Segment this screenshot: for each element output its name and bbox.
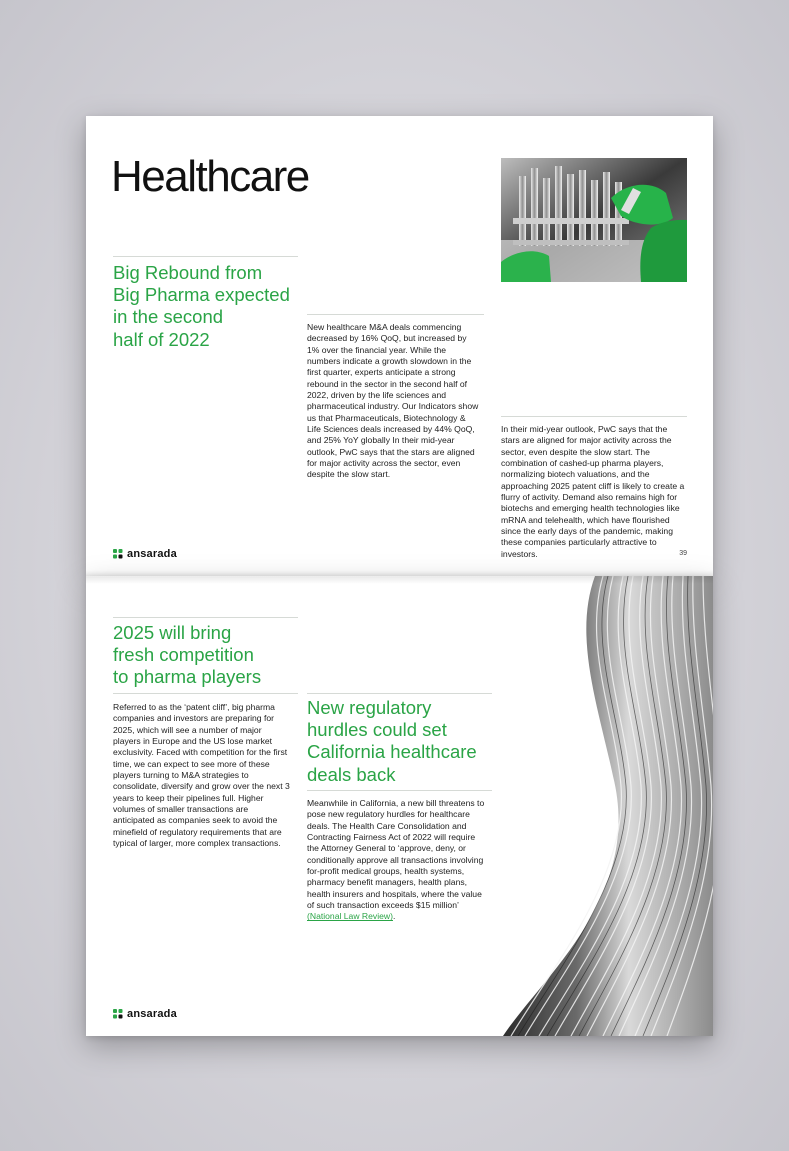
section-title: Healthcare xyxy=(111,152,309,201)
headline-2025-competition xyxy=(113,622,261,689)
building-facade-illustration xyxy=(503,576,713,1036)
ansarada-logo xyxy=(113,548,177,560)
body-column-middle xyxy=(307,798,485,923)
column-rule xyxy=(113,693,298,694)
logo-mark-icon xyxy=(113,549,123,559)
column-rule xyxy=(501,416,687,417)
logo-text: ansarada xyxy=(127,1008,177,1020)
building-photo xyxy=(503,576,713,1036)
logo-text: ansarada xyxy=(127,548,177,560)
national-law-review-link[interactable]: (National Law Review) xyxy=(307,911,393,922)
headline-big-rebound xyxy=(113,262,290,351)
headline-rule xyxy=(113,617,298,618)
headline-line: fresh competition xyxy=(113,644,254,666)
column-rule xyxy=(307,314,484,315)
lab-photo-illustration xyxy=(501,158,687,282)
lab-photo xyxy=(501,158,687,282)
page-fold-shadow xyxy=(86,570,713,584)
report-page-bottom xyxy=(86,576,713,1036)
page-number: 39 xyxy=(679,550,687,557)
headline-line: 2025 will bring xyxy=(113,622,232,643)
body-column-right: In their mid-year outlook, PwC says that the stars are aligned for major activity across the sector, even despite the slow start. The combination of cashed-up pharma players, normalizing biotech valuations, and the approaching 2025 patent cliff is likely to create a flurry of activity. Demand also remains high for biotechs and emerging health technologies like mRNA and telehealth, which have flourished since the early days of the pandemic, making these companies particularly attractive to investors. xyxy=(501,424,685,559)
body-column-middle: New healthcare M&A deals commencing decreased by 16% QoQ, but increased by 1% over the financial year. While the numbers indicate a growth slowdown in the first quarter, experts anticipate a strong rebound in the sector in the second half of 2022, driven by the life sciences and pharmaceutical industry. Our Indicators show us that Pharmaceuticals, Biotechnology & Life Sciences deals increased by 44% QoQ, and 25% YoY globally In their mid-year outlook, PwC says that the stars are aligned for major activity across the sector, even despite the slow start. xyxy=(307,322,479,480)
headline-line: in the second xyxy=(113,306,224,328)
report-page-top xyxy=(86,116,713,576)
headline-line: to pharma players xyxy=(113,666,262,688)
headline-line: New regulatory xyxy=(307,697,432,718)
headline-line: half of 2022 xyxy=(113,328,210,350)
headline-line: deals back xyxy=(307,763,396,785)
body-text-main: Meanwhile in California, a new bill threatens to pose new regulatory hurdles for healthcare deals. The Health Care Consolidation and Contracting Fairness Act of 2022 will require the Attorney General to ‘approve, deny, or conditionally approve all transactions involving for-profit medical groups, health systems, pharmacy benefit managers, health plans, health insurers and hospitals, where the value of such transaction exceeds $15 million’ xyxy=(307,798,485,911)
headline-line: hurdles could set xyxy=(307,719,447,741)
body-column-left: Referred to as the ‘patent cliff’, big pharma companies and investors are preparing for 2025, which will see a number of major players in Europe and the US lose market exclusivity. Faced with competition for the first time, we can expect to see more of these players turning to M&A strategies to consolidate, diversify and grow over the next 3 years to keep their pipelines full. Higher volumes of smaller transactions are anticipated as companies seek to avoid the minefield of regulatory requirements that are typical of larger, more complex transactions. xyxy=(113,702,290,849)
column-rule xyxy=(307,790,492,791)
headline-rule xyxy=(113,256,298,257)
body-text-trailing: . xyxy=(392,911,396,922)
headline-rule xyxy=(307,693,492,694)
headline-regulatory-hurdles xyxy=(307,697,477,786)
headline-line: California healthcare xyxy=(307,741,477,763)
ansarada-logo xyxy=(113,1008,177,1020)
logo-mark-icon xyxy=(113,1009,123,1019)
headline-line: Big Rebound from xyxy=(113,262,263,283)
headline-line: Big Pharma expected xyxy=(113,284,290,306)
